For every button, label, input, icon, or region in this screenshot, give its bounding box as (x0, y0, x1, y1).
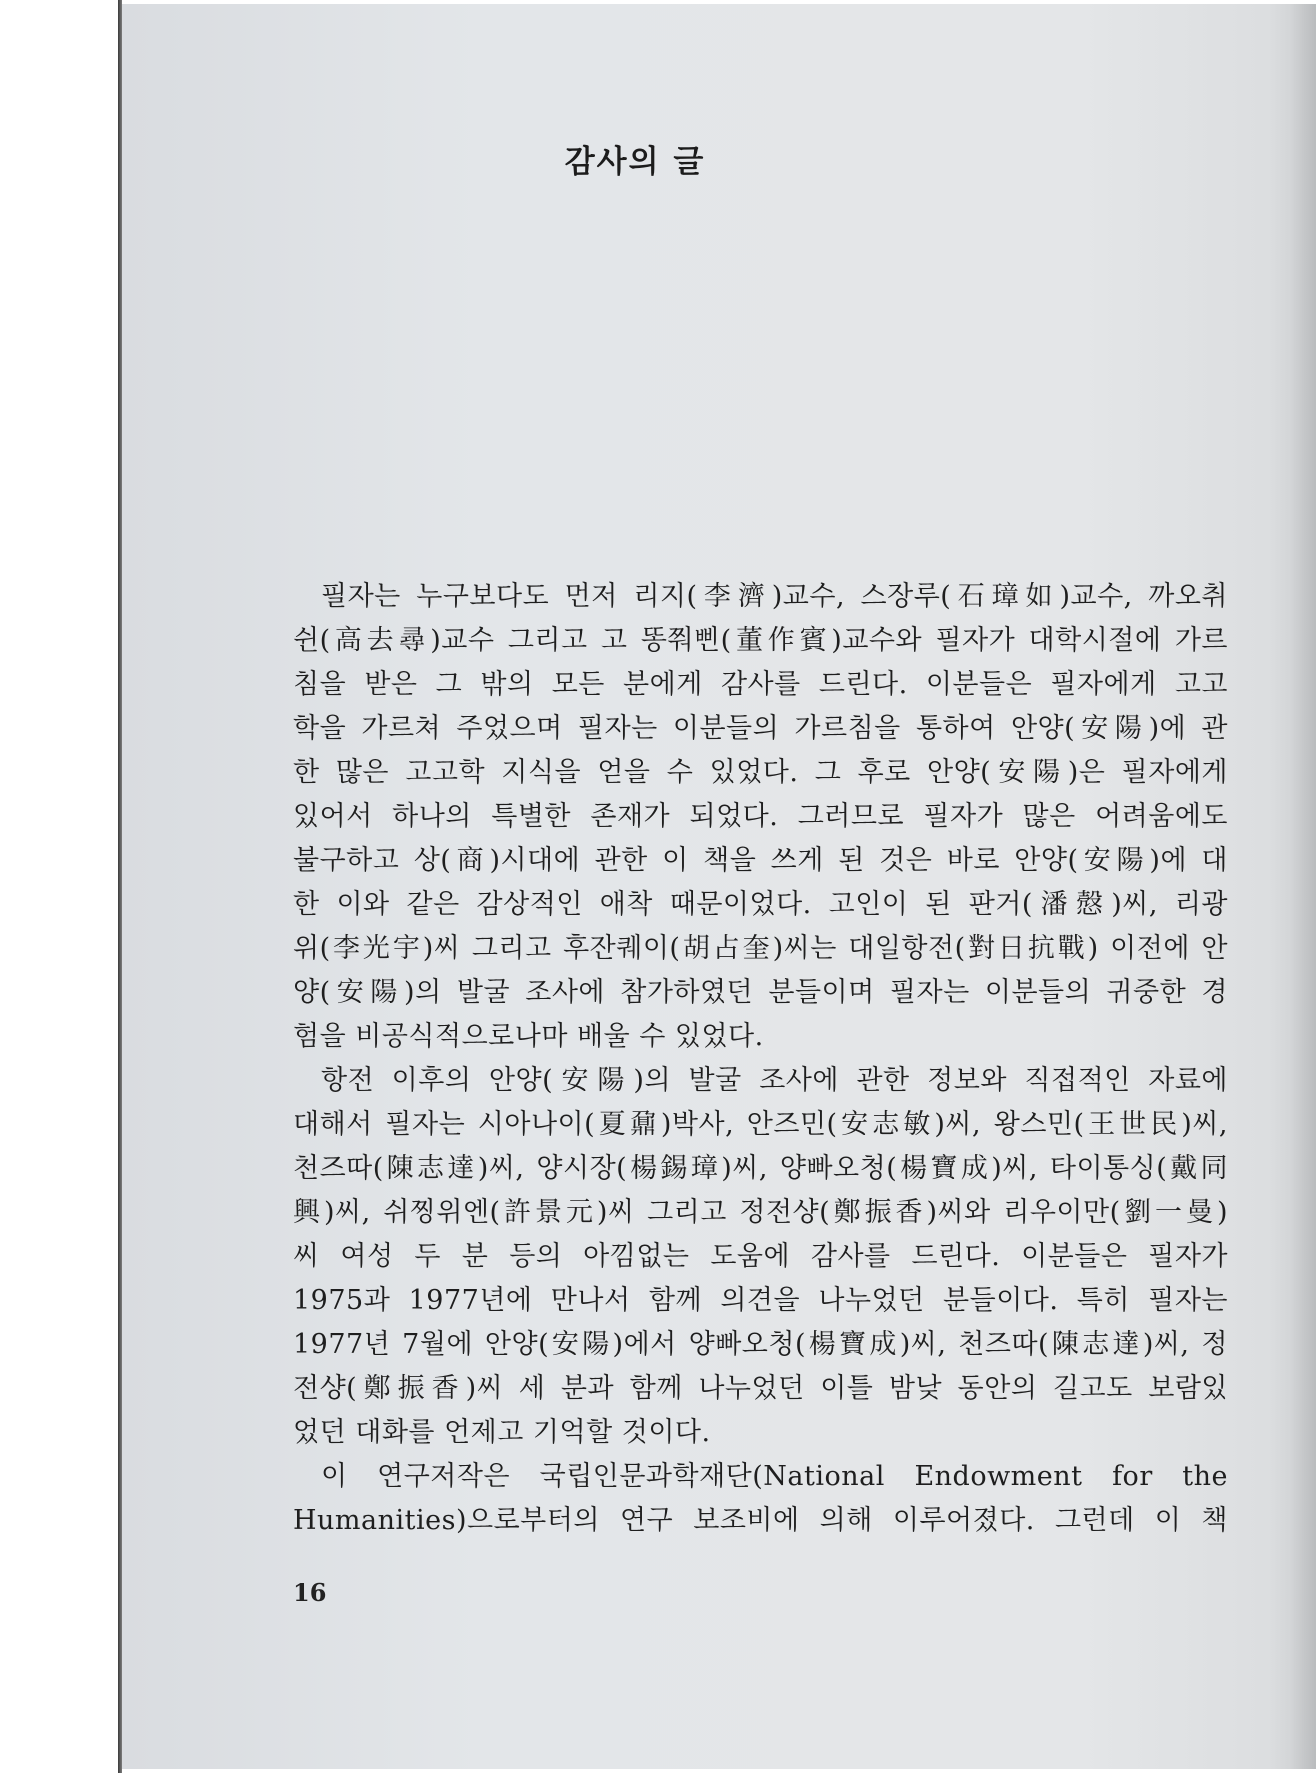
page-title: 감사의 글 (564, 144, 706, 180)
page-edge-shadow (1290, 4, 1316, 1769)
text-line: Humanities)으로부터의 연구 보조비에 의해 이루어졌다. 그런데 이 책 (293, 1505, 1228, 1536)
text-line: 험을 비공식적으로나마 배울 수 있었다. (293, 1021, 764, 1052)
text-line: 위(李光宇)씨 그리고 후잔퀘이(胡占奎)씨는 대일항전(對日抗戰) 이전에 안 (293, 933, 1228, 964)
text-line: 불구하고 상(商)시대에 관한 이 책을 쓰게 된 것은 바로 안양(安陽)에 대 (293, 845, 1228, 876)
text-line: 1975과 1977년에 만나서 함께 의견을 나누었던 분들이다. 특히 필자는 (293, 1285, 1228, 1316)
text-line: 필자는 누구보다도 먼저 리지(李濟)교수, 스장루(石璋如)교수, 까오취 (321, 581, 1228, 612)
text-line: 대해서 필자는 시아나이(夏鼐)박사, 안즈민(安志敏)씨, 왕스민(王世民)씨, (293, 1109, 1228, 1140)
page-number: 16 (293, 1578, 327, 1607)
text-line: 1977년 7월에 안양(安陽)에서 양빠오청(楊寶成)씨, 천즈따(陳志達)씨, 정 (293, 1329, 1228, 1360)
body-text (293, 575, 1228, 1543)
text-line: 한 많은 고고학 지식을 얻을 수 있었다. 그 후로 안양(安陽)은 필자에게 (293, 757, 1228, 788)
text-line: 있어서 하나의 특별한 존재가 되었다. 그러므로 필자가 많은 어려움에도 (293, 801, 1228, 832)
text-line: 항전 이후의 안양(安陽)의 발굴 조사에 관한 정보와 직접적인 자료에 (321, 1065, 1228, 1096)
text-line: 쉰(高去尋)교수 그리고 고 똥쭤삔(董作賓)교수와 필자가 대학시절에 가르 (293, 625, 1228, 656)
text-line: 이 연구저작은 국립인문과학재단(National Endowment for the (321, 1461, 1228, 1492)
text-line: 씨 여성 두 분 등의 아낌없는 도움에 감사를 드린다. 이분들은 필자가 (293, 1241, 1228, 1272)
text-line: 었던 대화를 언제고 기억할 것이다. (293, 1417, 711, 1448)
text-line: 양(安陽)의 발굴 조사에 참가하였던 분들이며 필자는 이분들의 귀중한 경 (293, 977, 1228, 1008)
text-line: 천즈따(陳志達)씨, 양시장(楊錫璋)씨, 양빠오청(楊寶成)씨, 타이통싱(戴同 (293, 1153, 1228, 1184)
text-line: 興)씨, 쉬찡위엔(許景元)씨 그리고 정전샹(鄭振香)씨와 리우이만(劉一曼) (293, 1197, 1228, 1228)
text-line: 한 이와 같은 감상적인 애착 때문이었다. 고인이 된 판거(潘慤)씨, 리광 (293, 889, 1228, 920)
text-line: 전샹(鄭振香)씨 세 분과 함께 나누었던 이틀 밤낮 동안의 길고도 보람있 (293, 1373, 1228, 1404)
text-line: 학을 가르쳐 주었으며 필자는 이분들의 가르침을 통하여 안양(安陽)에 관 (293, 713, 1228, 744)
text-line: 침을 받은 그 밖의 모든 분에게 감사를 드린다. 이분들은 필자에게 고고 (293, 669, 1228, 700)
